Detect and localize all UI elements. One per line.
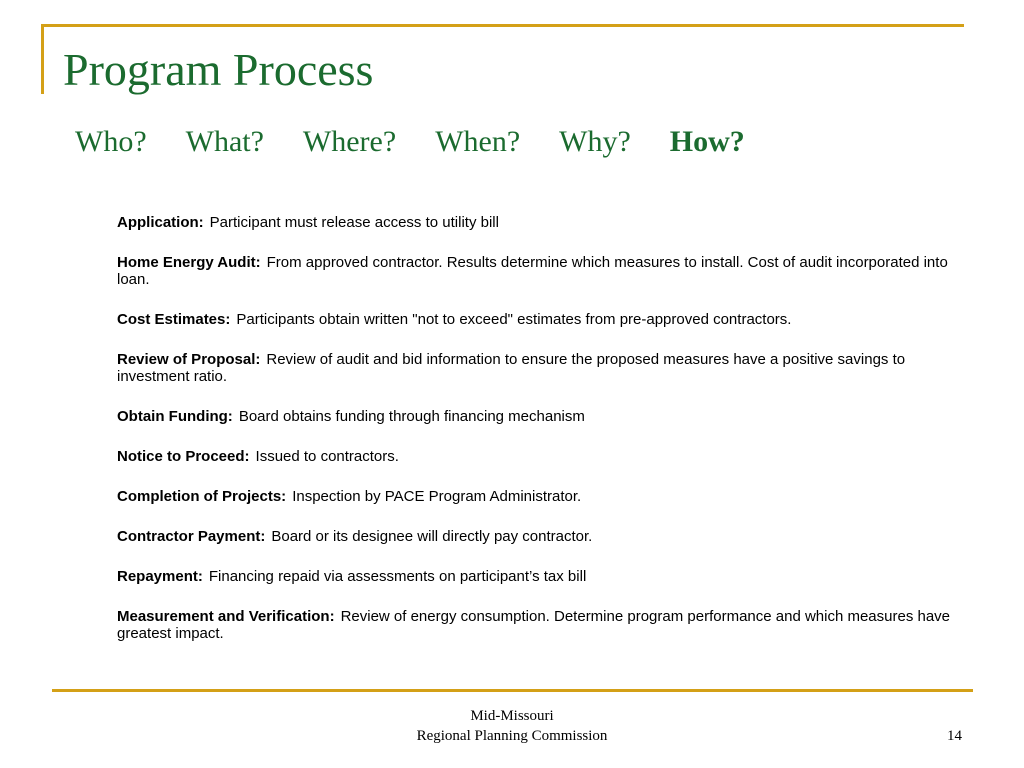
slide-title: Program Process (63, 44, 374, 95)
step-label: Application: (117, 214, 204, 231)
process-step (117, 448, 967, 465)
footer-organization (362, 706, 662, 746)
step-label: Measurement and Verification: (117, 608, 335, 625)
step-text: Issued to contractors. (255, 448, 399, 465)
step-text: Review of audit and bid information to ensure the proposed measures have a positive savings to investment ratio. (117, 351, 906, 385)
step-label: Cost Estimates: (117, 311, 231, 328)
process-step (117, 608, 967, 642)
footer-rule (52, 689, 973, 692)
process-step (117, 351, 967, 385)
process-step (117, 408, 967, 425)
step-text: Inspection by PACE Program Administrator. (292, 488, 582, 505)
question-why: Why? (559, 125, 631, 158)
question-who: Who? (75, 125, 147, 158)
question-row (75, 120, 745, 164)
page-number: 14 (947, 728, 962, 744)
question-how-active: How? (669, 125, 745, 158)
question-where: Where? (302, 125, 397, 158)
step-label: Review of Proposal: (117, 351, 261, 368)
process-step (117, 311, 967, 328)
step-text: Board or its designee will directly pay contractor. (271, 528, 593, 545)
step-text: From approved contractor. Results determine which measures to install. Cost of audit incorporated into loan. (117, 254, 948, 288)
footer-org-line1: Mid-Missouri (470, 708, 554, 724)
step-label: Obtain Funding: (117, 408, 233, 425)
step-label: Home Energy Audit: (117, 254, 261, 271)
step-label: Repayment: (117, 568, 203, 585)
process-step (117, 488, 967, 505)
process-step-list (117, 214, 967, 665)
process-step (117, 528, 967, 545)
step-text: Financing repaid via assessments on participant’s tax bill (208, 568, 587, 585)
process-step (117, 568, 967, 585)
step-text: Participants obtain written "not to exceed" estimates from pre-approved contractors. (236, 311, 792, 328)
step-label: Notice to Proceed: (117, 448, 250, 465)
frame-vertical-rule (41, 24, 44, 94)
footer-org-line2: Regional Planning Commission (416, 728, 608, 744)
step-label: Contractor Payment: (117, 528, 266, 545)
question-when: When? (435, 125, 521, 158)
frame-top-rule (41, 24, 964, 27)
step-text: Participant must release access to utility bill (209, 214, 499, 231)
process-step (117, 254, 967, 288)
step-text: Review of energy consumption. Determine program performance and which measures have greatest impact. (117, 608, 951, 642)
process-step (117, 214, 967, 231)
step-label: Completion of Projects: (117, 488, 287, 505)
step-text: Board obtains funding through financing mechanism (238, 408, 585, 425)
question-what: What? (185, 125, 264, 158)
